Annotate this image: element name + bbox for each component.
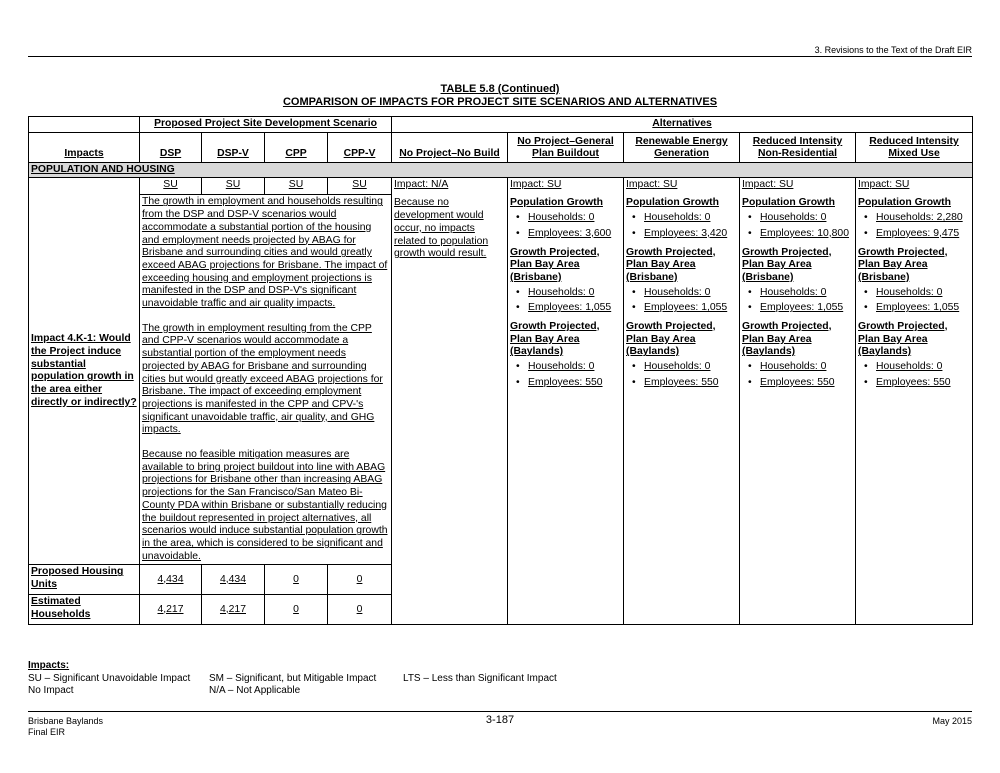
general-pg-employees: • Employees: 3,600 bbox=[528, 228, 621, 241]
mixed-pg-households: • Households: 2,280 bbox=[876, 212, 970, 225]
renewable-pg-employees: • Employees: 3,420 bbox=[644, 228, 737, 241]
col-reduced-mixed bbox=[856, 132, 973, 162]
footer-date: May 2015 bbox=[932, 716, 972, 726]
legend bbox=[28, 660, 557, 698]
impact-label bbox=[29, 178, 140, 565]
discussion-paragraph-2: The growth in employment resulting from the CPP and CPP-V scenarios would accommodate a substantial portion of the employment needs projected by ABAG for Brisbane and surrounding cities but would greatly exceed ABAG projections for Brisbane. The impact of exceeding employment projections is manifested in the CPP and CPV-'s significant unavoidable traffic, air quality, and GHG impacts. bbox=[142, 322, 383, 436]
col-reduced-nonres-line1: Reduced Intensity bbox=[752, 135, 843, 147]
renewable-brisbane-households: • Households: 0 bbox=[644, 287, 737, 300]
nonres-baylands-households: • Households: 0 bbox=[760, 361, 853, 374]
renewable-pg-title: Population Growth bbox=[626, 197, 719, 209]
no-build-text: Because no development would occur, no impacts related to population growth would result. bbox=[394, 197, 489, 260]
mixed-baylands-title: Growth Projected, Plan Bay Area (Baylands) bbox=[858, 321, 948, 358]
general-baylands-title: Growth Projected, Plan Bay Area (Baylands) bbox=[510, 321, 600, 358]
general-brisbane-households: • Households: 0 bbox=[528, 287, 621, 300]
footer-doc: Final EIR bbox=[28, 727, 66, 737]
general-baylands-employees: • Employees: 550 bbox=[528, 377, 621, 390]
nonres-baylands-list bbox=[742, 361, 853, 389]
discussion-paragraph-3: Because no feasible mitigation measures are available to bring project buildout into line with ABAG projections for Brisbane other than increasing ABAG projections for the San Francisco/San Mateo Bi-County PDA within Brisbane or substantially reducing the buildout represented in project alternatives, all scenarios would induce substantial population growth in the area, which is considered to be significant and unavoidable. bbox=[142, 449, 388, 562]
mixed-pg-list bbox=[858, 212, 970, 240]
general-pg-title: Population Growth bbox=[510, 197, 603, 209]
footer-rule bbox=[28, 711, 972, 712]
col-renewable bbox=[624, 132, 740, 162]
mixed-baylands-households: • Households: 0 bbox=[876, 361, 970, 374]
col-reduced-mixed-line2: Mixed Use bbox=[888, 148, 940, 160]
footer-project: Brisbane Baylands bbox=[28, 716, 104, 726]
housing-units-label: Proposed Housing Units bbox=[29, 565, 140, 595]
households-dsp: 4,217 bbox=[140, 595, 202, 625]
renewable-baylands-title: Growth Projected, Plan Bay Area (Baylands) bbox=[626, 321, 716, 358]
no-build-cell bbox=[392, 178, 508, 625]
reduced-nonres-cell bbox=[740, 178, 856, 625]
discussion-paragraph-1: The growth in employment and households resulting from the DSP and DSP-V scenarios would accommodate a substantial portion of the housing and employment needs projected by ABAG for Brisbane and surrounding cities and would greatly exceed ABAG projections for Brisbane. The impact of exceeding housing and employment projections is manifested in the DSP and DSP-V's significant unavoidable traffic and air quality impacts. bbox=[142, 196, 388, 310]
renewable-baylands-households: • Households: 0 bbox=[644, 361, 737, 374]
legend-sm: SM – Significant, but Mitigable Impact bbox=[209, 672, 377, 684]
nonres-brisbane-title: Growth Projected, Plan Bay Area (Brisbane) bbox=[742, 246, 832, 283]
legend-lts: LTS – Less than Significant Impact bbox=[403, 672, 557, 684]
mixed-brisbane-households: • Households: 0 bbox=[876, 287, 970, 300]
mixed-baylands-list bbox=[858, 361, 970, 389]
proposed-scenario-header: Proposed Project Site Development Scenario bbox=[140, 117, 392, 133]
general-plan-cell bbox=[508, 178, 624, 625]
general-brisbane-title: Growth Projected, Plan Bay Area (Brisbane) bbox=[510, 246, 600, 283]
households-cpp: 0 bbox=[265, 595, 328, 625]
col-cppv: CPP-V bbox=[328, 132, 392, 162]
col-no-build: No Project–No Build bbox=[392, 132, 508, 162]
col-general-plan-line2: Plan Buildout bbox=[532, 148, 599, 160]
nonres-pg-list bbox=[742, 212, 853, 240]
legend-su: SU – Significant Unavoidable Impact bbox=[28, 672, 191, 684]
legend-na: N/A – Not Applicable bbox=[209, 685, 301, 696]
col-reduced-nonres-line2: Non-Residential bbox=[757, 148, 838, 160]
mixed-impact: Impact: SU bbox=[858, 179, 910, 191]
nonres-pg-employees: • Employees: 10,800 bbox=[760, 228, 853, 241]
impacts-table bbox=[28, 116, 973, 625]
housing-units-dspv: 4,434 bbox=[202, 565, 265, 595]
nonres-pg-title: Population Growth bbox=[742, 197, 835, 209]
legend-row-1 bbox=[28, 673, 557, 686]
dsp-impact: SU bbox=[140, 178, 202, 195]
col-dsp: DSP bbox=[140, 132, 202, 162]
col-reduced-nonres bbox=[740, 132, 856, 162]
general-baylands-households: • Households: 0 bbox=[528, 361, 621, 374]
nonres-brisbane-list bbox=[742, 287, 853, 315]
impact-label-text: Impact 4.K-1: Would the Project induce substantial population growth in the area either directly or indirectly? bbox=[31, 333, 137, 408]
col-impacts: Impacts bbox=[29, 132, 140, 162]
col-general-plan bbox=[508, 132, 624, 162]
reduced-mixed-cell bbox=[856, 178, 973, 625]
mixed-brisbane-employees: • Employees: 1,055 bbox=[876, 302, 970, 315]
mixed-brisbane-list bbox=[858, 287, 970, 315]
general-brisbane-list bbox=[510, 287, 621, 315]
renewable-pg-households: • Households: 0 bbox=[644, 212, 737, 225]
cppv-impact: SU bbox=[328, 178, 392, 195]
mixed-pg-title: Population Growth bbox=[858, 197, 951, 209]
renewable-brisbane-employees: • Employees: 1,055 bbox=[644, 302, 737, 315]
legend-row-2 bbox=[28, 685, 557, 698]
section-population-housing: POPULATION AND HOUSING bbox=[29, 162, 973, 178]
header-rule bbox=[28, 56, 972, 57]
mixed-brisbane-title: Growth Projected, Plan Bay Area (Brisbane) bbox=[858, 246, 948, 283]
general-pg-list bbox=[510, 212, 621, 240]
nonres-brisbane-households: • Households: 0 bbox=[760, 287, 853, 300]
col-dspv: DSP-V bbox=[202, 132, 265, 162]
housing-units-cppv: 0 bbox=[328, 565, 392, 595]
renewable-cell bbox=[624, 178, 740, 625]
nonres-pg-households: • Households: 0 bbox=[760, 212, 853, 225]
households-label: Estimated Households bbox=[29, 595, 140, 625]
housing-units-cpp: 0 bbox=[265, 565, 328, 595]
col-renewable-line1: Renewable Energy bbox=[635, 135, 728, 147]
col-renewable-line2: Generation bbox=[654, 148, 709, 160]
mixed-baylands-employees: • Employees: 550 bbox=[876, 377, 970, 390]
col-reduced-mixed-line1: Reduced Intensity bbox=[869, 135, 959, 147]
dspv-impact: SU bbox=[202, 178, 265, 195]
chapter-header: 3. Revisions to the Text of the Draft EIR bbox=[814, 45, 972, 55]
alternatives-header: Alternatives bbox=[392, 117, 973, 133]
general-impact: Impact: SU bbox=[510, 179, 562, 191]
table-title-line1: TABLE 5.8 (Continued) bbox=[440, 83, 560, 95]
table-title bbox=[0, 83, 1000, 109]
no-build-impact: Impact: N/A bbox=[394, 179, 449, 191]
renewable-baylands-employees: • Employees: 550 bbox=[644, 377, 737, 390]
renewable-pg-list bbox=[626, 212, 737, 240]
header-empty-cell bbox=[29, 117, 140, 133]
nonres-baylands-title: Growth Projected, Plan Bay Area (Baylands) bbox=[742, 321, 832, 358]
mixed-pg-employees: • Employees: 9,475 bbox=[876, 228, 970, 241]
nonres-baylands-employees: • Employees: 550 bbox=[760, 377, 853, 390]
page-number: 3-187 bbox=[485, 714, 515, 726]
general-pg-households: • Households: 0 bbox=[528, 212, 621, 225]
col-general-plan-line1: No Project–General bbox=[517, 135, 614, 147]
renewable-brisbane-title: Growth Projected, Plan Bay Area (Brisbane) bbox=[626, 246, 716, 283]
nonres-impact: Impact: SU bbox=[742, 179, 794, 191]
cpp-impact: SU bbox=[265, 178, 328, 195]
col-cpp: CPP bbox=[265, 132, 328, 162]
scenario-discussion bbox=[140, 195, 392, 565]
table-title-line2: COMPARISON OF IMPACTS FOR PROJECT SITE SCENARIOS AND ALTERNATIVES bbox=[282, 96, 718, 108]
renewable-impact: Impact: SU bbox=[626, 179, 678, 191]
general-brisbane-employees: • Employees: 1,055 bbox=[528, 302, 621, 315]
nonres-brisbane-employees: • Employees: 1,055 bbox=[760, 302, 853, 315]
households-cppv: 0 bbox=[328, 595, 392, 625]
households-dspv: 4,217 bbox=[202, 595, 265, 625]
renewable-brisbane-list bbox=[626, 287, 737, 315]
renewable-baylands-list bbox=[626, 361, 737, 389]
legend-title: Impacts: bbox=[28, 660, 70, 671]
legend-ni: No Impact bbox=[28, 685, 74, 696]
housing-units-dsp: 4,434 bbox=[140, 565, 202, 595]
general-baylands-list bbox=[510, 361, 621, 389]
